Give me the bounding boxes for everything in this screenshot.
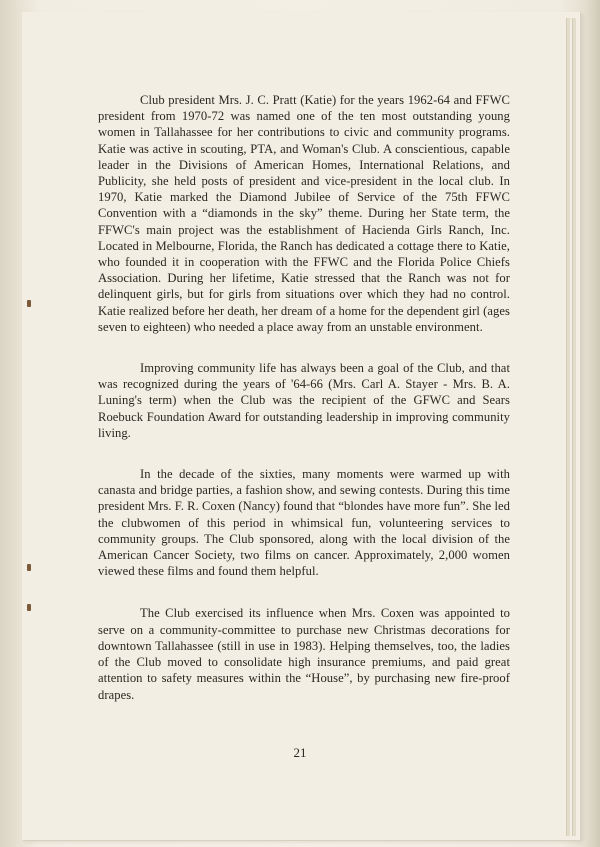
paragraph: Club president Mrs. J. C. Pratt (Katie) for the years 1962-64 and FFWC president from 1970-72 was named one of the ten most outstanding young women in Tallahassee for her contributions to civic and community programs. Katie was active in scouting, PTA, and Woman's Club. A conscientious, capable leader in the Divisions of American Homes, International Relations, and Publicity, she held posts of president and vice-president in the local club. In 1970, Katie marked the Diamond Jubilee of Service of the 75th FFWC Convention with a “diamonds in the sky” theme. During her State term, the FFWC's main project was the establishment of Hacienda Girls Ranch, Inc. Located in Melbourne, Florida, the Ranch has dedicated a cottage there to Katie, who founded it in cooperation with the FFWC and the Florida Police Chiefs Association. During her lifetime, Katie stressed that the Ranch was not for delinquent girls, but for girls from situations over which they had no control. Katie realized before her death, her dream of a home for the dependent girl (ages seven to eighteen) who needed a place away from an unstable environment.: [98, 93, 510, 334]
page-edge: [572, 18, 576, 836]
paragraph: The Club exercised its influence when Mrs. Coxen was appointed to serve on a community-committee to purchase new Christmas decorations for downtown Tallahassee (still in use in 1983). Helping themselves, too, the ladies of the Club moved to consolidate high insurance premiums, and paid great attention to safety measures within the “House”, by purchasing new fire-proof drapes.: [98, 606, 510, 702]
paragraph: Improving community life has always been a goal of the Club, and that was recognized during the years of '64-66 (Mrs. Carl A. Stayer - Mrs. B. A. Luning's term) when the Club was the recipient of the GFWC and Sears Roebuck Foundation Award for outstanding leadership in improving community living.: [98, 361, 510, 440]
binding-staple-mark: [27, 604, 31, 611]
page-number: 21: [293, 745, 307, 760]
binding-staple-mark: [27, 564, 31, 571]
binding-staple-mark: [27, 300, 31, 307]
paragraph: In the decade of the sixties, many moments were warmed up with canasta and bridge parties, a fashion show, and sewing contests. During this time president Mrs. F. R. Coxen (Nancy) found that “blondes have more fun”. She led the clubwomen of this period in whimsical fun, volunteering services to community groups. The Club sponsored, along with the local division of the American Cancer Society, two films on cancer. Approximately, 2,000 women viewed these films and found them helpful.: [98, 467, 510, 579]
body-text: [98, 92, 510, 703]
page-edge: [566, 18, 570, 836]
